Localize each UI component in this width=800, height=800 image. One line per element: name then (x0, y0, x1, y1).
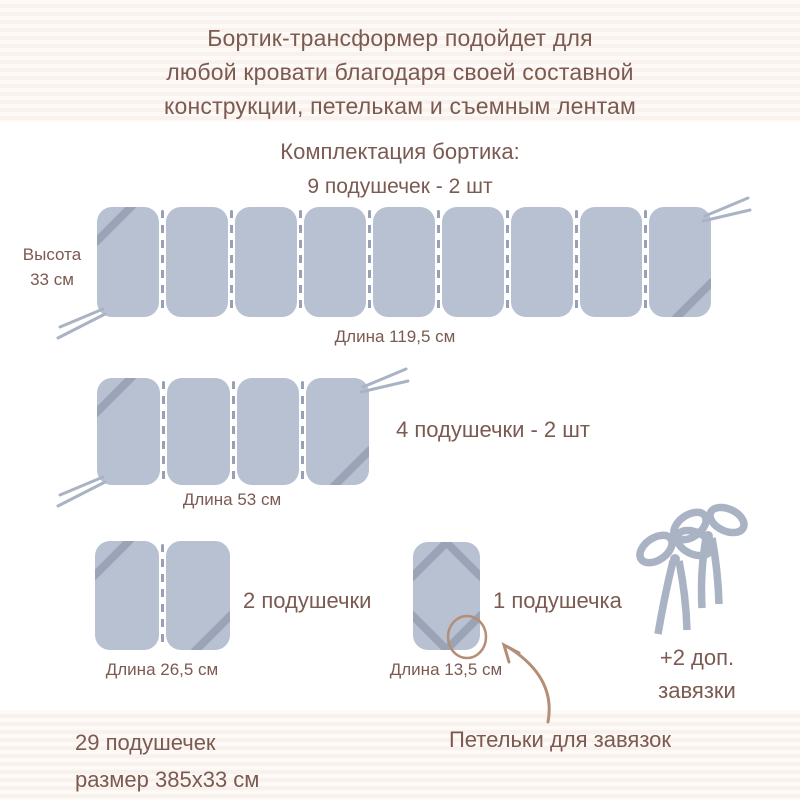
page-title-line2: любой кровати благодаря своей составной (166, 59, 634, 85)
total-size-label (75, 724, 259, 798)
row1-pillow-count-label: 9 подушечек - 2 шт (307, 175, 493, 198)
height-label-word: Высота (22, 245, 82, 264)
pillow-separator-dashed-line (162, 381, 165, 482)
length-label-2-pillows: Длина 26,5 см (105, 660, 219, 679)
corner-loop-icon (441, 611, 480, 650)
pillow (166, 541, 230, 650)
pillow (167, 378, 230, 485)
pillow-separator-dashed-line (575, 210, 578, 314)
kit-heading: Комплектация бортика: (280, 139, 520, 164)
bumper-piece-2-pillows (95, 541, 230, 650)
bumper-piece-4-pillows (97, 378, 369, 485)
page-title-line3: конструкции, петелькам и съемным лентам (163, 93, 637, 119)
pillow (166, 207, 228, 317)
pillow (580, 207, 642, 317)
bow-icon (635, 525, 715, 634)
pillow (649, 207, 711, 317)
pillow-separator-dashed-line (368, 210, 371, 314)
extra-ties-label (612, 641, 782, 707)
corner-loop-icon (672, 278, 711, 317)
corner-loop-icon (97, 207, 136, 246)
bumper-piece-1-pillow (413, 542, 480, 650)
height-label-value: 33 см (30, 270, 74, 289)
total-pillows-line: 29 подушечек (75, 730, 216, 755)
pillow-separator-dashed-line (161, 210, 164, 314)
pillow (511, 207, 573, 317)
extra-ties-line2: завязки (658, 678, 736, 703)
corner-loop-icon (330, 446, 369, 485)
pillow (306, 378, 369, 485)
pillow-separator-dashed-line (232, 381, 235, 482)
pillow-separator-dashed-line (230, 210, 233, 314)
extra-ties-line1: +2 доп. (659, 645, 735, 670)
pillow (95, 541, 159, 650)
corner-loop-icon (191, 611, 230, 650)
pillow-separator-dashed-line (161, 544, 164, 647)
pillow (442, 207, 504, 317)
corner-loop-icon (97, 378, 136, 417)
pillow-separator-dashed-line (437, 210, 440, 314)
pillow-separator-dashed-line (644, 210, 647, 314)
pillow (304, 207, 366, 317)
pillow-separator-dashed-line (299, 210, 302, 314)
length-label-1-pillow: Длина 13,5 см (389, 660, 503, 679)
total-dimensions-line: размер 385x33 см (75, 767, 260, 792)
loops-caption: Петельки для завязок (448, 727, 672, 752)
pillow (413, 542, 480, 650)
single-pillow-label: 1 подушечка (493, 588, 622, 613)
pillow-separator-dashed-line (301, 381, 304, 482)
pillow-separator-dashed-line (506, 210, 509, 314)
row3-pillow-count-label: 2 подушечки (243, 588, 372, 613)
pillow (97, 378, 160, 485)
pillow (373, 207, 435, 317)
pillow (235, 207, 297, 317)
page-title-line1: Бортик-трансформер подойдет для (207, 25, 593, 51)
page-title (0, 21, 800, 123)
corner-loop-icon (95, 541, 134, 580)
pillow (237, 378, 300, 485)
bow-icon (669, 502, 748, 608)
bumper-piece-9-pillows (97, 207, 711, 317)
height-dimension-label (8, 242, 96, 292)
length-label-4-pillows: Длина 53 см (182, 490, 282, 509)
row2-pillow-count-label: 4 подушечки - 2 шт (396, 417, 591, 442)
length-label-9-pillows: Длина 119,5 см (334, 327, 456, 346)
corner-loop-icon (441, 542, 480, 581)
pillow (97, 207, 159, 317)
